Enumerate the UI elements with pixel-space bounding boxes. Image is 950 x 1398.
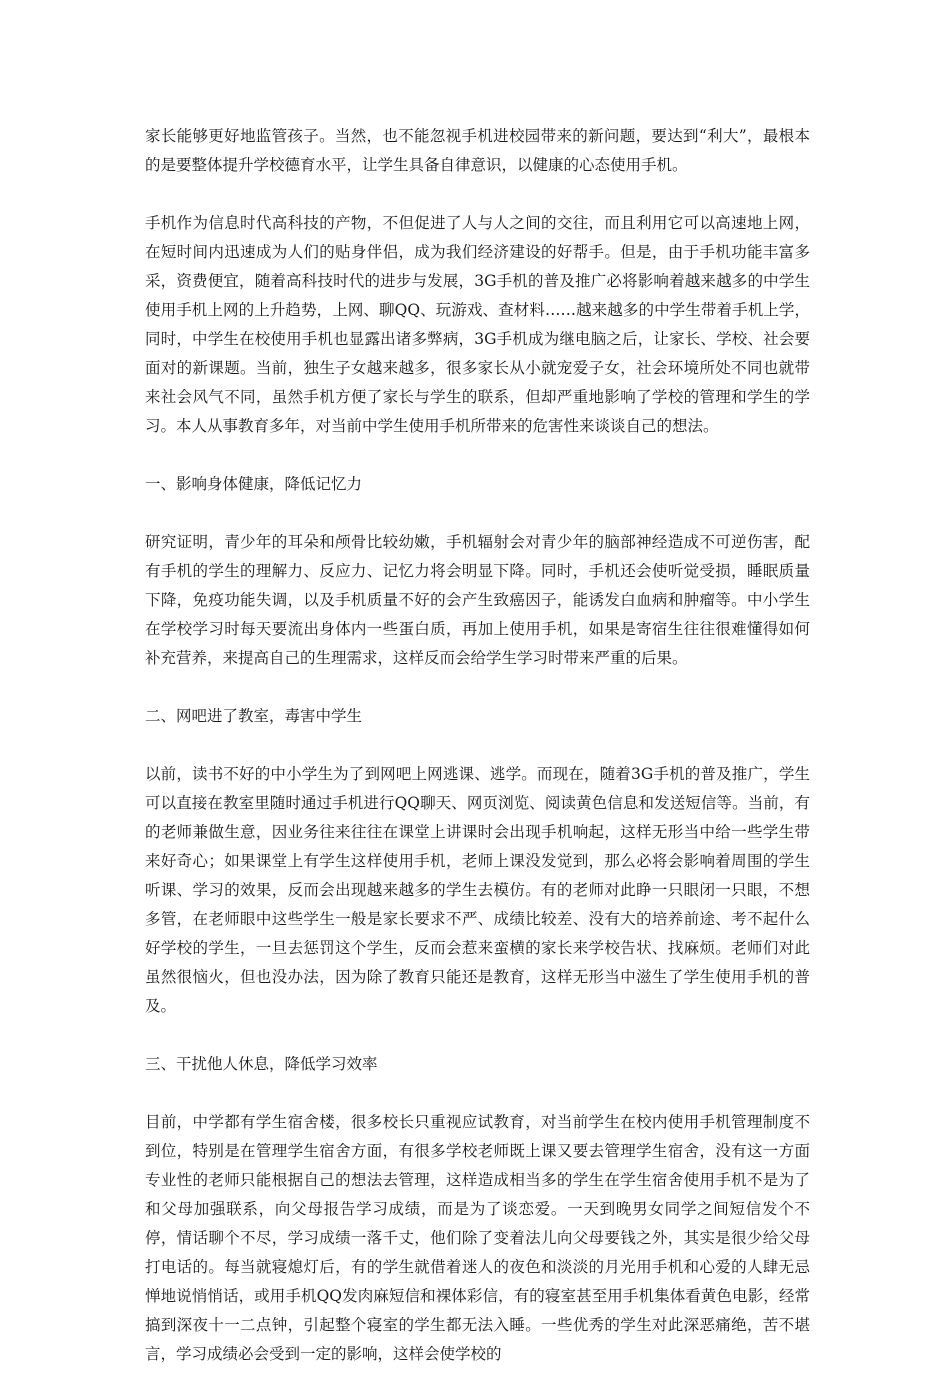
paragraph-section-1: 研究证明，青少年的耳朵和颅骨比较幼嫩，手机辐射会对青少年的脑部神经造成不可逆伤害，配有手机的学生的理解力、反应力、记忆力将会明显下降。同时，手机还会使听觉受损，睡眠质量下降，免疫功能失调，以及手机质量不好的会产生致癌因子，能诱发白血病和肿瘤等。中小学生在学校学习时每天要流出身体内一些蛋白质，再加上使用手机，如果是寄宿生往往很难懂得如何补充营养，来提高自己的生理需求，这样反而会给学生学习时带来严重的后果。 xyxy=(145,533,810,667)
paragraph-intro-continuation: 家长能够更好地监管孩子。当然，也不能忽视手机进校园带来的新问题，要达到“利大”，最根本的是要整体提升学校德育水平，让学生具备自律意识，以健康的心态使用手机。 xyxy=(145,127,810,174)
section-heading-3: 三、干扰他人休息，降低学习效率 xyxy=(145,1055,378,1073)
section-heading-2: 二、网吧进了教室，毒害中学生 xyxy=(145,707,363,725)
paragraph-section-2: 以前，读书不好的中小学生为了到网吧上网逃课、逃学。而现在，随着3G手机的普及推广，学生可以直接在教室里随时通过手机进行QQ聊天、网页浏览、阅读黄色信息和发送短信等。当前，有的老师兼做生意，因业务往来往往在课堂上讲课时会出现手机响起，这样无形当中给一些学生带来好奇心；如果课堂上有学生这样使用手机，老师上课没发觉到，那么必将会影响着周围的学生听课、学习的效果，反而会出现越来越多的学生去模仿。有的老师对此睁一只眼闭一只眼，不想多管，在老师眼中这些学生一般是家长要求不严、成绩比较差、没有大的培养前途、考不起什么好学校的学生，一旦去惩罚这个学生，反而会惹来蛮横的家长来学校告状、找麻烦。老师们对此虽然很恼火，但也没办法，因为除了教育只能还是教育，这样无形当中滋生了学生使用手机的普及。 xyxy=(145,765,810,1015)
document-body xyxy=(145,122,810,1398)
section-heading-1: 一、影响身体健康，降低记忆力 xyxy=(145,475,363,493)
paragraph-section-3: 目前，中学都有学生宿舍楼，很多校长只重视应试教育，对当前学生在校内使用手机管理制度不到位，特别是在管理学生宿舍方面，有很多学校老师既上课又要去管理学生宿舍，没有这一方面专业性的老师只能根据自己的想法去管理，这样造成相当多的学生在学生宿舍使用手机不是为了和父母加强联系，向父母报告学习成绩，而是为了谈恋爱。一天到晚男女同学之间短信发个不停，情话聊个不尽，学习成绩一落千丈，他们除了变着法儿向父母要钱之外，其实是很少给父母打电话的。每当就寝熄灯后，有的学生就借着迷人的夜色和淡淡的月光用手机和心爱的人肆无忌惮地说悄悄话，或用手机QQ发肉麻短信和裸体彩信，有的寝室甚至用手机集体看黄色电影，经常搞到深夜十一二点钟，引起整个寝室的学生都无法入睡。一些优秀的学生对此深恶痛绝，苦不堪言，学习成绩必会受到一定的影响，这样会使学校的 xyxy=(145,1113,810,1363)
paragraph-background: 手机作为信息时代高科技的产物，不但促进了人与人之间的交往，而且利用它可以高速地上网，在短时间内迅速成为人们的贴身伴侣，成为我们经济建设的好帮手。但是，由于手机功能丰富多采，资费便宜，随着高科技时代的进步与发展，3G手机的普及推广必将影响着越来越多的中学生使用手机上网的上升趋势，上网、聊QQ、玩游戏、查材料……越来越多的中学生带着手机上学，同时，中学生在校使用手机也显露出诸多弊病，3G手机成为继电脑之后，让家长、学校、社会要面对的新课题。当前，独生子女越来越多，很多家长从小就宠爱子女，社会环境所处不同也就带来社会风气不同，虽然手机方便了家长与学生的联系，但却严重地影响了学校的管理和学生的学习。本人从事教育多年，对当前中学生使用手机所带来的危害性来谈谈自己的想法。 xyxy=(145,214,810,435)
